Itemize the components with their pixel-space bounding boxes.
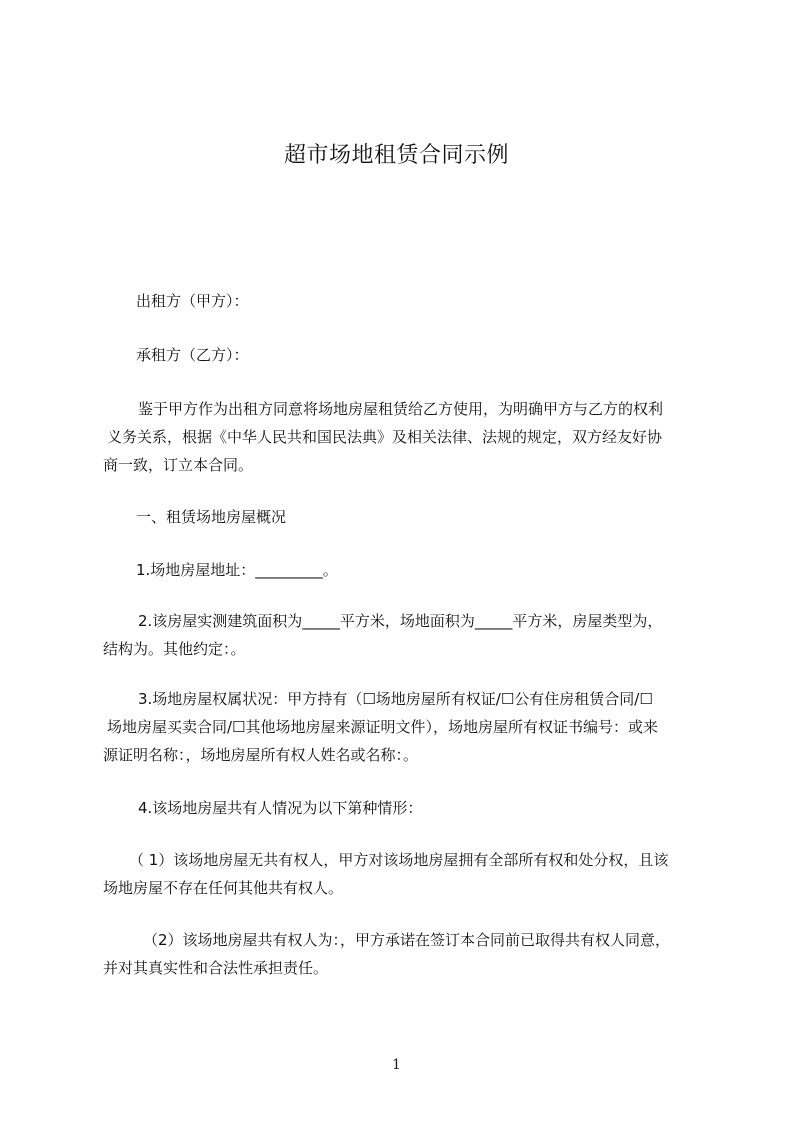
clause-4-1-paragraph: [103, 846, 709, 902]
clause-2-paragraph: [103, 607, 709, 663]
lessee-line: [103, 341, 709, 369]
paragraph-line: 场地房屋不存在任何其他共有权人。: [103, 879, 344, 897]
lessor-line: [103, 287, 709, 315]
paragraph-line: 1.场地房屋地址：_________。: [136, 561, 338, 579]
section-1-heading: [103, 503, 709, 531]
paragraph-line: 3.场地房屋权属状况：甲方持有（☐场地房屋所有权证/☐公有住房租赁合同/☐: [138, 690, 653, 708]
paragraph-line: 出租方（甲方）：: [136, 292, 249, 310]
paragraph-line: 鉴于甲方作为出租方同意将场地房屋租赁给乙方使用，为明确甲方与乙方的权利: [138, 400, 664, 418]
paragraph-line: （2）该场地房屋共有权人为：，甲方承诺在签订本合同前已取得共有权人同意，: [143, 931, 671, 949]
paragraph-line: 商一致，订立本合同。: [103, 456, 254, 474]
paragraph-line: 一、租赁场地房屋概况: [136, 508, 287, 526]
paragraph-line: 2.该房屋实测建筑面积为_____平方米，场地面积为_____平方米，房屋类型为，: [138, 612, 663, 630]
paragraph-line: 源证明名称：，场地房屋所有权人姓名或名称：。: [103, 746, 419, 764]
clause-4-2-paragraph: [103, 926, 709, 982]
paragraph-line: 承租方（乙方）：: [136, 346, 249, 364]
clause-4-paragraph: [103, 794, 709, 822]
paragraph-line: 结构为。其他约定：。: [103, 640, 246, 658]
paragraph-line: （ 1）该场地房屋无共有权人，甲方对该场地房屋拥有全部所有权和处分权，且该: [129, 851, 669, 869]
preamble-paragraph: [103, 395, 709, 479]
paragraph-line: 场地房屋买卖合同/☐其他场地房屋来源证明文件），场地房屋所有权证书编号：或来: [107, 718, 659, 736]
paragraph-line: 4.该场地房屋共有人情况为以下第种情形：: [138, 799, 423, 817]
paragraph-line: 并对其真实性和合法性承担责任。: [103, 959, 329, 977]
clause-3-paragraph: [103, 685, 709, 769]
paragraph-line: 义务关系，根据《中华人民共和国民法典》及相关法律、法规的规定，双方经友好协: [107, 428, 663, 446]
document-title: 超市场地租赁合同示例: [283, 143, 509, 168]
clause-1-paragraph: [103, 556, 709, 584]
page-number: 1: [392, 1057, 401, 1073]
